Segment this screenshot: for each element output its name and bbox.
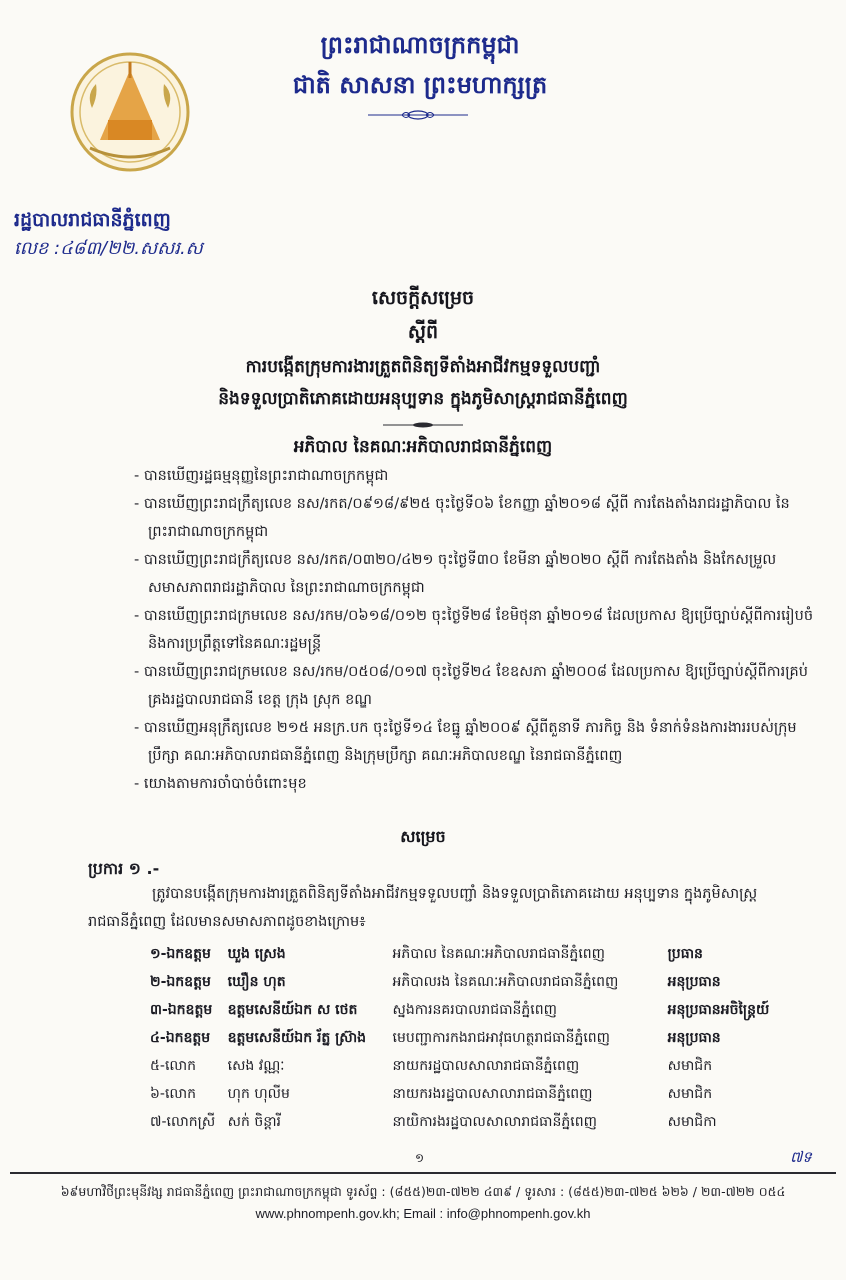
article-label: ប្រការ ១ .- bbox=[88, 859, 160, 878]
member-name: សក់ ចិន្តារី bbox=[227, 1113, 281, 1130]
member-name: សេង វណ្ណៈ bbox=[227, 1057, 285, 1074]
article-text: ត្រូវបានបង្កើតក្រុមការងារត្រួតពិនិត្យទីតាំងអាជីវកម្មទទួលបញ្ជាំ និងទទួលប្រាតិភោគដោយ អនុប្បទាន ក្នុងភូមិសាស្ត្ររាជធានីភ្នំពេញ ដែលមានសមាសភាពដូចខាងក្រោម៖ bbox=[88, 886, 758, 930]
member-position: នាយករងរដ្ឋបាលសាលារាជធានីភ្នំពេញ bbox=[392, 1085, 593, 1102]
consideration-item: - បានឃើញព្រះរាជក្រមលេខ នស/រកម/០៥០៨/០១៧ ចុះថ្ងៃទី២៤ ខែឧសភា ឆ្នាំ២០០៨ ដែលប្រកាស ឱ្យប្រើច្បាប់ស្ដីពីការគ្រប់គ្រងរដ្ឋបាលរាជធានី ខេត្ត ក្រុង ស្រុក ខណ្ឌ bbox=[134, 664, 808, 708]
member-title: ៦-លោក bbox=[150, 1085, 197, 1102]
member-title: ៤-ឯកឧត្ដម bbox=[150, 1029, 211, 1046]
member-role: សមាជិក bbox=[667, 1085, 713, 1102]
member-row bbox=[150, 1080, 790, 1108]
document-subject-line-2: និងទទួលប្រាតិភោគដោយអនុប្បទាន ក្នុងភូមិសាស្ត្ររាជធានីភ្នំពេញ bbox=[218, 389, 628, 409]
title-divider bbox=[383, 420, 463, 430]
member-name: ហុក ហុលីម bbox=[227, 1085, 290, 1102]
member-name: ឃឿន ហុត bbox=[227, 973, 286, 990]
member-row bbox=[150, 940, 790, 968]
member-role: សមាជិកា bbox=[667, 1113, 717, 1130]
consideration-item: - យោងតាមការចាំបាច់ចំពោះមុខ bbox=[134, 776, 307, 792]
footer-website-link[interactable]: www.phnompenh.gov.kh; Email : info@phnompenh.gov.kh bbox=[255, 1206, 591, 1221]
kingdom-header: ព្រះរាជាណាចក្រកម្ពុជា bbox=[320, 30, 520, 59]
member-role: ប្រធាន bbox=[667, 945, 703, 962]
document-subject-label: ស្ដីពី bbox=[407, 321, 439, 343]
member-position: អភិបាលរង នៃគណៈអភិបាលរាជធានីភ្នំពេញ bbox=[392, 973, 619, 990]
member-row bbox=[150, 968, 790, 996]
member-position: នាយករដ្ឋបាលសាលារាជធានីភ្នំពេញ bbox=[392, 1057, 580, 1074]
member-role: សមាជិក bbox=[667, 1057, 713, 1074]
signature-initials: ៧ទ bbox=[790, 1148, 812, 1166]
header-ornament bbox=[368, 108, 468, 122]
document-type: សេចក្ដីសម្រេច bbox=[371, 287, 475, 309]
members-table bbox=[150, 940, 790, 1136]
member-row bbox=[150, 1024, 790, 1052]
member-position: ស្នងការនគរបាលរាជធានីភ្នំពេញ bbox=[392, 1001, 557, 1018]
municipality-seal-logo bbox=[70, 48, 190, 176]
member-position: អភិបាល នៃគណៈអភិបាលរាជធានីភ្នំពេញ bbox=[392, 945, 605, 962]
member-role: អនុប្រធានអចិន្ត្រៃយ៍ bbox=[667, 1001, 770, 1018]
decides-heading: សម្រេច bbox=[400, 827, 446, 846]
member-title: ៧-លោកស្រី bbox=[150, 1113, 216, 1130]
consideration-item: - បានឃើញរដ្ឋធម្មនុញ្ញនៃព្រះរាជាណាចក្រកម្ពុជា bbox=[134, 468, 389, 484]
member-title: ៥-លោក bbox=[150, 1057, 197, 1074]
governor-heading: អភិបាល នៃគណៈអភិបាលរាជធានីភ្នំពេញ bbox=[293, 437, 553, 457]
consideration-item: - បានឃើញព្រះរាជក្រឹត្យលេខ នស/រកត/០៩១៨/៩២៥ ចុះថ្ងៃទី០៦ ខែកញ្ញា ឆ្នាំ២០១៨ ស្ដីពី ការតែងតាំងរាជរដ្ឋាភិបាល នៃព្រះរាជាណាចក្រកម្ពុជា bbox=[134, 496, 790, 540]
document-subject-line-1: ការបង្កើតក្រុមការងារត្រួតពិនិត្យទីតាំងអាជីវកម្មទទួលបញ្ជាំ bbox=[245, 357, 601, 377]
member-title: ១-ឯកឧត្ដម bbox=[150, 945, 211, 962]
considerations-list bbox=[134, 462, 814, 798]
consideration-item: - បានឃើញអនុក្រឹត្យលេខ ២១៥ អនក្រ.បក ចុះថ្ងៃទី១៤ ខែធ្នូ ឆ្នាំ២០០៩ ស្ដីពីតួនាទី ភារកិច្ច និង ទំនាក់ទំនងការងាររបស់ក្រុមប្រឹក្សា គណៈអភិបាលរាជធានីភ្នំពេញ និងក្រុមប្រឹក្សា គណៈអភិបាលខណ្ឌ នៃរាជធានីភ្នំពេញ bbox=[134, 720, 797, 764]
member-title: ៣-ឯកឧត្ដម bbox=[150, 1001, 213, 1018]
issuing-authority: រដ្ឋបាលរាជធានីភ្នំពេញ bbox=[14, 209, 171, 231]
reference-number: លេខ :៤៨៣/២២.សសរ.ស bbox=[14, 238, 203, 259]
page-number: ១ bbox=[415, 1151, 425, 1165]
consideration-item: - បានឃើញព្រះរាជក្រឹត្យលេខ នស/រកត/០៣២០/៤២១ ចុះថ្ងៃទី៣០ ខែមីនា ឆ្នាំ២០២០ ស្ដីពី ការតែងតាំង និងកែសម្រួលសមាសភាពរាជរដ្ឋាភិបាល នៃព្រះរាជាណាចក្រកម្ពុជា bbox=[134, 552, 777, 596]
member-name: ឃួង ស្រេង bbox=[227, 945, 286, 962]
footer-address: ៦៩មហាវិថីព្រះមុនីវង្ស រាជធានីភ្នំពេញ ព្រះរាជាណាចក្រកម្ពុជា ទូរស័ព្ទ : (៨៥៥)២៣-៧២២ ៤៣៩ / ទូរសារ : (៨៥៥)២៣-៧២៥ ៦២៦ / ២៣-៧២២ ០៥៤ bbox=[60, 1184, 786, 1199]
member-title: ២-ឯកឧត្ដម bbox=[150, 973, 211, 990]
member-name: ឧត្ដមសេនីយ៍ឯក ស ថេត bbox=[227, 1001, 358, 1018]
member-name: ឧត្ដមសេនីយ៍ឯក រ័ត្ន ស្រ៊ាង bbox=[227, 1029, 366, 1046]
member-row bbox=[150, 996, 790, 1024]
consideration-item: - បានឃើញព្រះរាជក្រមលេខ នស/រកម/០៦១៨/០១២ ចុះថ្ងៃទី២៨ ខែមិថុនា ឆ្នាំ២០១៨ ដែលប្រកាស ឱ្យប្រើច្បាប់ស្ដីពីការរៀបចំ និងការប្រព្រឹត្តទៅនៃគណៈរដ្ឋមន្ត្រី bbox=[134, 608, 814, 652]
member-role: អនុប្រធាន bbox=[667, 973, 721, 990]
national-motto: ជាតិ សាសនា ព្រះមហាក្សត្រ bbox=[292, 70, 548, 99]
member-position: នាយិការងរដ្ឋបាលសាលារាជធានីភ្នំពេញ bbox=[392, 1113, 597, 1130]
footer-divider bbox=[10, 1172, 836, 1174]
member-row bbox=[150, 1108, 790, 1136]
member-position: មេបញ្ជាការកងរាជអាវុធហត្ថរាជធានីភ្នំពេញ bbox=[392, 1029, 610, 1046]
member-row bbox=[150, 1052, 790, 1080]
member-role: អនុប្រធាន bbox=[667, 1029, 721, 1046]
